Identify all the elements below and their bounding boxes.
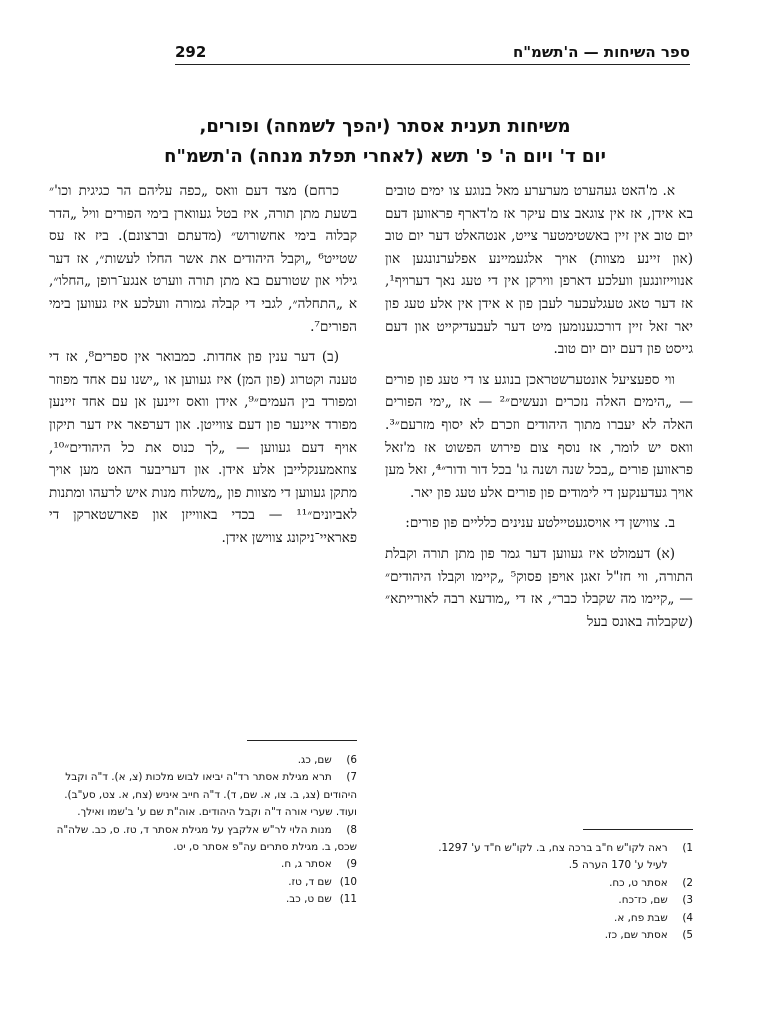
footnote: 3) שם, כז־כח. xyxy=(618,894,693,907)
footnote: 1) ראה לקו"ש ח"ב ברכה צח, ב. לקו"ש ח"ד ע' 1297. xyxy=(438,842,693,854)
footnote: 2) אסתר ט, כח. xyxy=(609,876,693,889)
footnote: 5) אסתר שם, כז. xyxy=(604,929,693,942)
paragraph: (א) דעמולט איז געווען דער גמר פון מתן תורה וקבלת התורה, ווי חז"ל זאגן אויפן פסוק⁵ „קיימו וקבלו היהודים״ — „קיימו מה שקבלו כבר״, אז די „מודעא רבה לאורייתא״ (שקבלוה באונס בעל xyxy=(385,545,693,630)
running-title: ספר השיחות — ה'תשמ"ח xyxy=(512,43,690,61)
footnote-divider xyxy=(583,829,693,830)
paragraph: א. מ'האט געהערט מערערע מאל בנוגע צו ימים טובים בא אידן, אז אין צוגאב צום עיקר אז מ'דארף פראווען דעם יום טוב אין זיין באשטימטער צייט, אנטהאלט דער יום טוב (און זיינע מצוות) אויך אלגעמיינע אפלערנונגען און אנווייזונגען וועלכע דארפן ווירקן אין די טעג נאך דערויף¹, אז דער טאג טעגלעכער לעבן פון א אידן אין אלע טעג פון יאר זאל זיין דורכגענומען מיט דער לעבעדיקייט און דעם גייסט פון דעם יום יום טוב. xyxy=(385,183,693,358)
running-header xyxy=(175,30,690,65)
talk-title-line-2: יום ד' ויום ה' פ' תשא (לאחרי תפלת מנחה) ה'תשמ"ח xyxy=(164,146,606,167)
footnote: 11) שם ט, כב. xyxy=(285,893,357,906)
talk-title-line-1: משיחות תענית אסתר (יהפך לשמחה) ופורים, xyxy=(199,116,571,137)
footnotes-left xyxy=(49,752,357,909)
footnotes-right xyxy=(385,840,693,944)
right-column xyxy=(385,180,693,641)
footnote: 4) שבת פח, א. xyxy=(614,911,693,924)
footnote: 10) שם ד, טז. xyxy=(288,875,357,888)
paragraph: כרחם) מצד דעם וואס „כפה עליהם הר כגיגית וכו'״ בשעת מתן תורה, איז בטל געווארן בימי הפורים וויל „הדר קבלוה בימי אחשורוש״ (מדעתם וברצונם). ביז אז עס שטייט⁶ „וקבל היהודים את אשר החלו לעשות״, אז דער גילוי און שטורעם בא מתן תורה ווערט אנגע־רופן „החלו״, א „התחלה״, לגבי די קבלה גמורה וועלכע איז געווען בימי הפורים⁷. xyxy=(49,183,357,335)
footnote: 6) שם, כג. xyxy=(297,754,357,766)
footnote: 9) אסתר ג, ח. xyxy=(281,858,357,871)
page-number: 292 xyxy=(175,43,207,61)
footnote: לעיל ע' 170 הערה 5. xyxy=(568,859,668,872)
talk-title xyxy=(80,112,690,172)
paragraph: ווי ספעציעל אונטערשטראכן בנוגע צו די טעג פון פורים — „הימים האלה נזכרים ונעשים״² — אז „ימי הפורים האלה לא יעברו מתוך היהודים וזכרם לא יסוף מזרעם״³. וואס יש לומר, אז נוסף צום פירוש הפשוט אז מ'זאל פראווען פורים „בכל שנה ושנה גו' בכל דור ודור״⁴, זאל מען אויך געדענקען די לימודים פון פורים אלע טעג פון יאר. xyxy=(385,371,694,501)
footnote-divider xyxy=(247,740,357,741)
paragraph: ב. צווישן די אויסגעטיילטע ענינים כלליים פון פורים: xyxy=(405,515,675,532)
footnote: 8) מנות הלוי לר"ש אלקבץ על מגילת אסתר ד, טז. ס, כב. שלה"ה שכס, ב. מגילת סתרים עה"פ אסתר ס, יט. xyxy=(56,823,357,854)
left-column xyxy=(49,180,357,558)
paragraph: (ב) דער ענין פון אחדות. כמבואר אין ספרים⁸, אז די טענה וקטרוג (פון המן) איז געווען או „ישנו עם אחד מפוזר ומפורד בין העמים״⁹, אידן וואס זיינען אן עם אחד זיינען מפורד איינער פון דעם צווייטן. און דערפאר איז דער תיקון אויף דעם געווען — „לך כנוס את כל היהודים״¹⁰, צוזאמענקלייבן אלע אידן. און דעריבער האט מען אויך מתקן געווען די מצוות פון „משלוח מנות איש לרעהו ומתנות לאביונים״¹¹ — בכדי באווייזן און פארשטארקן די פאראיי־ניקונג צווישן אידן. xyxy=(49,349,357,546)
footnote: 7) תרא מגילת אסתר רד"ה יביאו לבוש מלכות (צ, א). ד"ה וקבל היהודים (צג, ב. צו, א. שם, ד). ד"ה חייב איניש (צח, א. צט, סע"ב). ועוד. שערי אורה ד"ה וקבל היהודים. אוה"ת שם ע' ב'שמו ואילך. xyxy=(64,771,357,819)
